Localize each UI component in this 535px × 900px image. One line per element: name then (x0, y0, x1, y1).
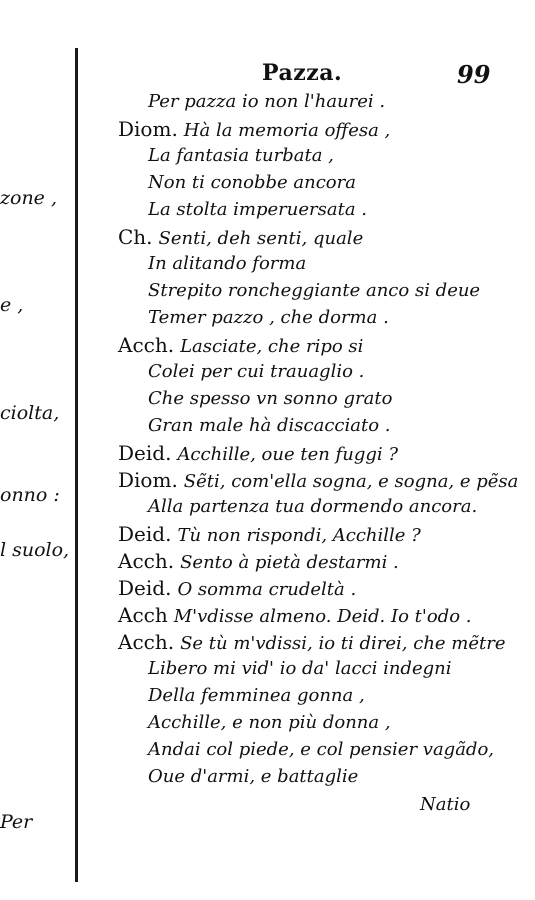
verse-line (118, 603, 471, 629)
verse-text: Hà la memoria offesa , (183, 120, 391, 141)
verse-line (118, 522, 421, 548)
verse-text: Che spesso vn sonno grato (148, 388, 393, 409)
verse-text: Libero mi vid' io da' lacci indegni (148, 658, 452, 679)
verse-text: In alitando forma (148, 253, 307, 274)
verse-line (148, 387, 392, 411)
verse-line (148, 198, 367, 222)
verse-text: La fantasia turbata , (148, 145, 334, 166)
verse-line (118, 468, 518, 494)
verse-line (148, 495, 477, 519)
page-number: 99 (457, 60, 491, 89)
left-margin-fragment-4: onno : (0, 484, 60, 506)
verse-text: Temer pazzo , che dorma . (148, 307, 389, 328)
verse-line (148, 144, 334, 168)
catchword: Natio (420, 794, 471, 815)
verse-text: O somma crudeltà . (177, 579, 357, 600)
verse-text: Della femminea gonna , (148, 685, 365, 706)
speaker-name: Acch. (118, 333, 175, 357)
verse-text: La stolta imperuersata . (148, 199, 367, 220)
verse-line (148, 90, 385, 114)
verse-text: Se tù m'vdissi, io ti direi, che mẽtre (180, 633, 506, 654)
speaker-name: Deid. (118, 576, 172, 600)
left-margin-fragment-6: Per (0, 811, 33, 833)
verse-line (148, 414, 391, 438)
verse-text: Colei per cui trauaglio . (148, 361, 365, 382)
verse-text: Acchille, oue ten fuggi ? (177, 444, 398, 465)
verse-text: Sento à pietà destarmi . (180, 552, 399, 573)
speaker-name: Ch. (118, 225, 153, 249)
verse-text: Per pazza io non l'haurei . (148, 91, 386, 112)
verse-text: Non ti conobbe ancora (148, 172, 356, 193)
verse-text: Acchille, e non più donna , (148, 712, 391, 733)
verse-text: Alla partenza tua dormendo ancora. (148, 496, 478, 517)
verse-line (148, 738, 494, 762)
verse-line (148, 279, 480, 303)
page-fold-line (75, 48, 78, 882)
verse-line (148, 360, 364, 384)
verse-text: Tù non rispondi, Acchille ? (177, 525, 421, 546)
verse-text: Sẽti, com'ella sogna, e sogna, e pẽsa (183, 471, 519, 492)
verse-line (118, 225, 363, 251)
verse-line (118, 576, 356, 602)
verse-line (148, 171, 356, 195)
verse-text: Andai col piede, e col pensier vagãdo, (148, 739, 495, 760)
verse-line (148, 684, 365, 708)
speaker-name: Acch (118, 603, 168, 627)
verse-line (148, 306, 389, 330)
speaker-name: Acch. (118, 549, 175, 573)
left-margin-fragment-5: l suolo, (0, 539, 70, 561)
verse-text: Oue d'armi, e battaglie (148, 766, 359, 787)
verse-line (148, 657, 451, 681)
verse-line (118, 441, 398, 467)
verse-line (148, 711, 391, 735)
left-margin-fragment-2: e , (0, 294, 24, 316)
verse-line (118, 549, 399, 575)
verse-text: Gran male hà discacciato . (148, 415, 391, 436)
speaker-name: Diom. (118, 117, 178, 141)
verse-line (118, 630, 506, 656)
left-margin-fragment-3: ciolta, (0, 402, 60, 424)
verse-line (118, 117, 390, 143)
verse-text: Strepito roncheggiante anco si deue (148, 280, 481, 301)
verse-line (118, 333, 363, 359)
verse-line (148, 765, 358, 789)
speaker-name: Acch. (118, 630, 175, 654)
speaker-name: Deid. (118, 441, 172, 465)
verse-text: M'vdisse almeno. Deid. Io t'odo . (173, 606, 472, 627)
verse-line (148, 252, 306, 276)
running-head: Pazza. (262, 60, 343, 86)
verse-text: Senti, deh senti, quale (158, 228, 364, 249)
speaker-name: Deid. (118, 522, 172, 546)
speaker-name: Diom. (118, 468, 178, 492)
verse-text: Lasciate, che ripo si (180, 336, 364, 357)
left-margin-fragment-1: zone , (0, 187, 58, 209)
